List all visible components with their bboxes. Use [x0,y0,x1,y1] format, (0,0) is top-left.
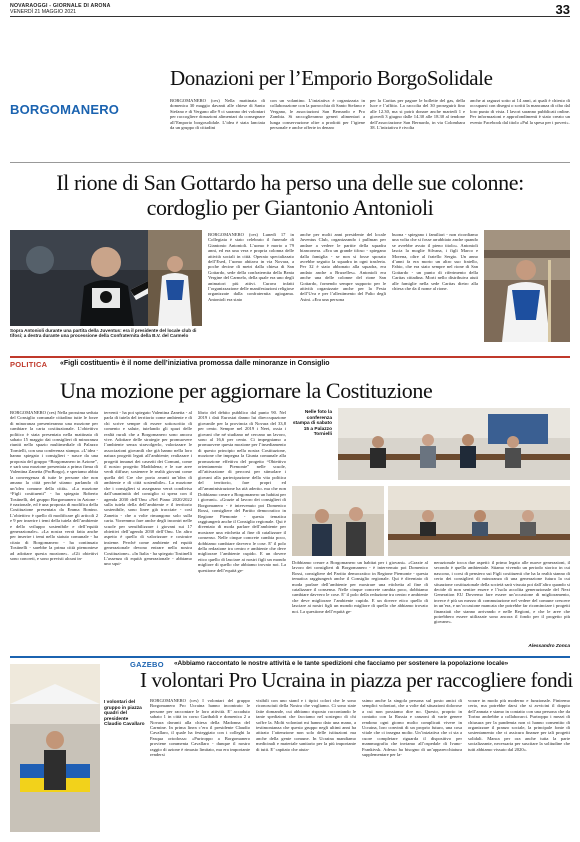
article2-title-line1: Il rione di San Gottardo ha perso una delle sue colonne: [56,170,524,195]
article2-title-line2: cordoglio per Giantonio Antonioli [146,195,434,220]
photo-religious-procession [484,230,570,342]
article1-col-4: anche ai ragazzi sotto ai 14 anni, ai quali è chiesto di occuparsi con disegni o scritti la mancanza di cibo dal loro punto di vista. I lavori saranno pubblicati online. Per informazioni e approfondimenti è stato creato un evento Facebook dal titolo «Pul la spesa per i poveri». [470,98,570,125]
article4-col-2: visibili con uno stand e i tipici colori che le sono riconosciuti della Nostra che vogliamo. Ci sono state fatte domande, cui abbiamo risposto raccontando le tante spedizioni che facciamo nel sostegno di chi soffre la. Molti volontari mi hanno dato una mano, a testimonianza che questo gruppo negli ultimi anni ha attirato l’attenzione non solo delle istituzioni ma anche della gente comune. In Ucraina mandiamo medicinali e materiale sanitario per la più importante di tutti. E’ capitato che aiuta- [256,698,356,752]
article3-col-5a: Dobbiamo creare a Borgomanero un habitat per i giovani». «Grazie al lavoro dei consiglieri di Borgomanero - è intervenuto poi Domenico Rossi, consigliere del Partito democratico in Regione Piemonte - questa tematica raggiungerà anche il Consiglio regionale. Qui è diventato di moda parlare dell’ambiente per mostrare una etichetta al fine di catalizzare il consenso. Nelle cinque concrete cambia poco, dobbiamo cambiare davvero le cose. E’ il polo della redazione tra centro e ambiente che deve migliorare l’ambiente cupido. E un dovere etico quello di lasciare ai nostri figli un mondo migliore di quello che abbiamo trovato noi. La questione dell’equità ge- [292,560,428,614]
article3-photo-bottom-left [292,486,384,556]
article3-col-3: librio del debito pubblico dal punto 90. Nel 2019 i dati Eurostat danno lui direccupazione giovanile per la provincia di Novara del 33,8 per cento. Sempre nel 2019 i Neet, ossia i giovani che né studiano né cercano un lavoro, sono al 16,6 per cento. Ci impegniamo a promuovere questa mozione per l’insediamento di questo principio nella nostra Costituzione, mozione che impegna la Giunta comunale alla promozione effettiva del progetto “Obiettivo orientamento Piemonte” nelle scuole, all’attivazione di percorsi per stimolare i giovani alla partecipazione della vita politica del territorio, fare propri ed all’amministrazione ha già aderito, ma che non [198,410,286,490]
article2-photo-procession [148,230,202,326]
divider-politica [10,356,570,358]
photo-volunteers-gazebo [10,664,100,832]
article1-col-3: per la Caritas per pagare le bollette del gas, della luce e l’affitto. La raccolta del 30 proseguirà fino alle 12.30, ma si potrà donare anche martedì 1 e giovedì 3 giugno dalle 14.30 alle 18.30 al tendone dell’associazione San Bernardo, in via Colombara 38. L’iniziativa è rivolta [370,98,465,131]
article4-kicker: «Abbiamo raccontato le nostre attività e le tante spedizioni che facciamo per sostenere la popolazione locale» [174,660,509,667]
article3-photo-caption: Nelle foto la conferenza stampa di sabato 15 a Palazzo Tornielli [292,410,332,438]
article2-col-3: buona - spiegano i familiari - non ricordiamo una volta che si fosse arrabbiato anche quando se avrebbe avuto il pieno titolo». Antonioli lascia la moglie Silvana, i figli Marco e Morena, oltre al fratello Sergio. Un anno d’anni fa era morto un altro suo fratello, Fabio, che era stato sempre nel rione di San Gottardo - un punto di riferimento della Caritas cittadina. Morti nello distribuiva aiuti alle famiglie nella sede Caritas dietro alla chiesa che da il nome al rione. [392,232,478,292]
article3-col-1: BORGOMANERO (ces) Nella prossima seduta del Consiglio comunale cittadino tutte le forze di minoranza presenteranno una mozione per cambiare la carta costituzionale. L’obiettivo politico è stata presentata nella mattinata di sabato 15 maggio dai consiglieri di minoranza riuniti nello spazio multimediale di Palazzo Tornielli, con una conferenza stampa. «L’idea - hanno spiegato i consiglieri - nasce da una proposta del gruppo “Borgomanero in Azione”, e sarà una mozione presentata a prima firma di Valentina Zanetta (ProBorgo), e speriamo abbia la convergenza di tutte le persone che non amano la città perché stiamo parlando di un’idea comune della città». «La mozione “Figli costituenti” - ha spiegato Roberto Tostinelli, del gruppo Borgomanero in Azione - è nazionale, ed è una proposta di modifica della Costituzione presentata da Emma Bonino. L’obiettivo è quello di modificare gli articoli 2 e 9 per inserire i temi della tutela dell’ambiente e dello sviluppo sostenibile e dell’equità generazionale». «La nostra verrà fatta anche per inserire i temi nello statuto comunale - ha citato di Borgomanero - ha continuato Tostinelli - sarebbe la prima città piemontese ad adottare questa mozione». «Gli obiettivi sono concreti, e sono previsti alcuni in- [10,410,98,561]
article1-title: Donazioni per l’Emporio BorgoSolidale [170,66,493,90]
photo-press-conference [338,408,570,480]
article3-col-6: nerazionale tocca due aspetti: il primo legato alle nuove generazioni, il secondo è quello ambientale. Stiamo vivendo un periodo storico in cui nascono, i corsi di pensiero sui Figli costituenti che ha la realtà stanno di certo dei consiglieri di minoranza di una generazione futura la cui situazione costituzionale della società sarà vissuta poi dall’altro quando si decide di non sentire essere e l’isola accolita generazionale del Next Generation EU Dovremo fare essere un’occasione di miglioramento, invece è più un mezzo di commutazione nel vedere del comune crescere in un’era, e un’occasione mancata che potrebbe far ricominciare i progetti finanziati che stanno arrivando e nelle Regioni, e che le aree che potrebbero essere utilizzate sono ancora il fondo per il progetto più giovane». [434,560,570,625]
publication-name: NOVARAOGGI - GIORNALE DI ARONA [10,3,111,9]
section-label-borgomanero: BORGOMANERO [10,102,120,117]
article3-title: Una mozione per aggiornare la Costituzione [60,378,433,403]
photo-speakers-table [388,486,570,556]
page-header [10,3,111,15]
article4-col-3: ssimo anche la singola persona sul posto amici di semplici volontari, che a volte dal situazioni dolorose a cui non possiamo dire no. Questo, proprio in contatto con la Russia e canzoni di varie genere rendono ogni giorno molto complicati vivere in Ucraina, loro convinti di un proprio futuro, una cosa vitale che ci insegna molto. Un’iniziativa che ci sta a cuore completare riguarda il dispositivo per mammografia che inviamo all’ospedale di Ivano-Frankivsk. Adesso ha bisogno di un’apparecchiatura supplementare per la- [362,698,462,758]
article4-photo [10,664,100,832]
article4-photo-caption: I volontari del gruppo in piazza quadri del presidente Claudio Cavallaro [104,700,145,728]
article3-signature: Alessandro Zonca [528,644,570,649]
article3-col-4: Dobbiamo creare a Borgomanero un habitat per i giovani». «Grazie al lavoro dei consiglieri di Borgomanero - è intervenuto poi Domenico Rossi, consigliere del Partito democratico in Regione Piemonte - questa tematica raggiungerà anche il Consiglio regionale. Qui è diventato di moda parlare dell’ambiente per mostrare una etichetta al fine di catalizzare il consenso. Nelle cinque concrete cambia poco, dobbiamo cambiare davvero le cose. E’ il polo della redazione tra centro e ambiente che deve migliorare l’ambiente cupido. E un dovere etico quello di lasciare ai nostri figli un mondo migliore di quello che abbiamo trovato noi. La questione dell’equità ge- [198,492,286,573]
article2-photo-caption: Sopra Antonioli durante una partita della Juventus: era il presidente del locale club di tifosi; a destra durante una processione della Confraternita della B.V. del Carmelo [10,328,197,339]
photo-speakers-left [292,486,384,556]
article3-photo-top [338,408,570,480]
article4-col-4: vorare in modo più moderno e funzionale. Finiremo certo, ma potrebbe darsi che si avvicini il doppio dell’annata e siamo in contatto con una persona che da Torino andrebbe a collaborarci. Purtroppo i mezzi di chiusura per la pandemia non ci hanno consentito di organizzare il pranzo sociale, la principale fonte di sostentamento che ci assicura finanze per tali progetti solidali. Manca per ora anche tutta la parte socializzante, necessaria per suscitare la solitudine che tutti abbiamo vissuto dal 2020». [468,698,570,752]
article2-col-1: BORGOMANERO (ces) Lunedì 17 in Collegiata è stato celebrato il funerale di Giantonio Antonioli. L’uomo è morto a 79 anni, ed era una vera e propria colonna delle attività sociali in città. Operaio specializzato dell’Esed, l’uomo abitava in via Novara, a poche decine di metri dalla chiesa di San Gottardo, sede della confraternita della Beata Vergine del Carmelo, della quale era uno degli animatori più attivi. Curava infatti l’organizzazione delle manifestazioni religiose organizzate dalla confraternita agiogama. Antonioli era stato [208,232,294,302]
photo-procession [148,230,202,326]
page-number: 33 [555,2,570,17]
issue-date: VENERDÌ 21 MAGGIO 2021 [10,9,77,15]
article1-col-1: BORGOMANERO (ces) Nella mattinata di domenica 30 maggio davanti alle chiese di Santo Stefano e di Vergano alle 9 ci saranno dei volontari per raccogliere donazioni alimentari da consegnare all’Emporio borgosolidale. L’idea è stata lanciata da un gruppo di cittadini [170,98,265,131]
tag-gazebo: GAZEBO [130,660,164,669]
divider-gazebo [10,656,570,658]
article2-title [50,170,530,220]
article2-col-2: anche per molti anni presidente del locale Juventus Club, organizzando i pullman per andare a vedere le partite della squadra bianconera. «Era un grande tifoso - spiegano dalla famiglia - se non si fosse sposato avrebbe seguito la squadra in ogni trasferta. Per 32 è stato abbonato alla squadra, era andato anche a Bruxelles». Antonioli era anche una delle colonne del rione San Gottardo, fornendo sempre supporto per le attività organizzate anche per la Festa dell’Uva e per l’allestimento del Palio degli Asini. «Era una persona [300,232,386,302]
article3-kicker: «Figli costituenti» è il nome dell’iniziativa promossa dalle minoranze in Consiglio [60,360,330,367]
article4-col-1: BORGOMANERO (ces) I volontari del gruppo Borgomanero Pro Ucraina hanno incontrato le persone per raccontare le loro attività. E’ accaduto sabato 1 in città in corso Garibaldi e domenica 2 a Novara davanti alla chiesa della Madonna del Carmine. In prima linea c’era il presidente Claudio Cavallaro, il quale ha festeggiato con i colleghi la Pasqua ortodossa: «Purtroppo a Borgomanero proviene commenta Cavallaro - dunque il nostro raggio di azione è rimasto limitato, ma era importante rendersi [150,698,250,758]
article1-col-2: con un volantino. L’iniziativa è organizzata in collaborazione con la parrocchia di Santo Stefano e Vergano, le associazioni San Bernardo e Pro Zambia. Si raccoglieranno generi alimentari a lunga conservazione oltre a prodotti per l’igiene personale e anche offerte in denaro [270,98,365,131]
article2-photo-right [484,230,570,342]
header-rule [10,16,570,17]
tag-politica: POLITICA [10,360,48,369]
divider [10,162,570,163]
article3-photo-bottom-right [388,486,570,556]
article4-title: I volontari Pro Ucraina in piazza per raccogliere fondi [140,668,573,692]
article3-col-2: terventi - ha poi spiegato Valentina Zanetta - al parla di tutela del territorio come ambiente e di chi scrive sempre di essere sottoscritto di comento e salute, tutelando gli spazi delle realtà rurali che a Borgomanero sono ancora vive. Adottare delle strategie per promuovere l’ambiente senza stravolgerlo, valorizzare le associazioni giovanili che già hanno nella loro natura progetti legati all’ambiente; realizzare i progetti innanzi dei caseziti dei Comuni, come il nostro progetto Maddalena; e le sue aree verdi diffuse; sostenere le realtà giovani come quella del Cre che porta avanti un’idea di ambiente e di città sostenibile». La mozione che i consiglieri si assegnano verrà condivisa dall’unanimità del consiglio si spera con il agenda 2030 dell’Onu «Nel Piano 2020/2022 sulla tutela della dell’ambiente e il territorio sostenibile, sono linee già tracciate - così Zanetta - che a volte rimangono solo sulla carta. Vorremmo fare anche degli incontri nelle scuole per sensibilizzare i giovani sui 17 obiettivi dell’agenda 2030 dell’Onu. Un altro aspetto è quello di valorizzare e costruire insieme. Perché come ambiente ed equità generazionale devono entrare nella nostra Costituzione». «In Italia - ha spiegato Tostinelli L’assenza di equità generazionale - abbiamo uno squi- [104,410,192,567]
